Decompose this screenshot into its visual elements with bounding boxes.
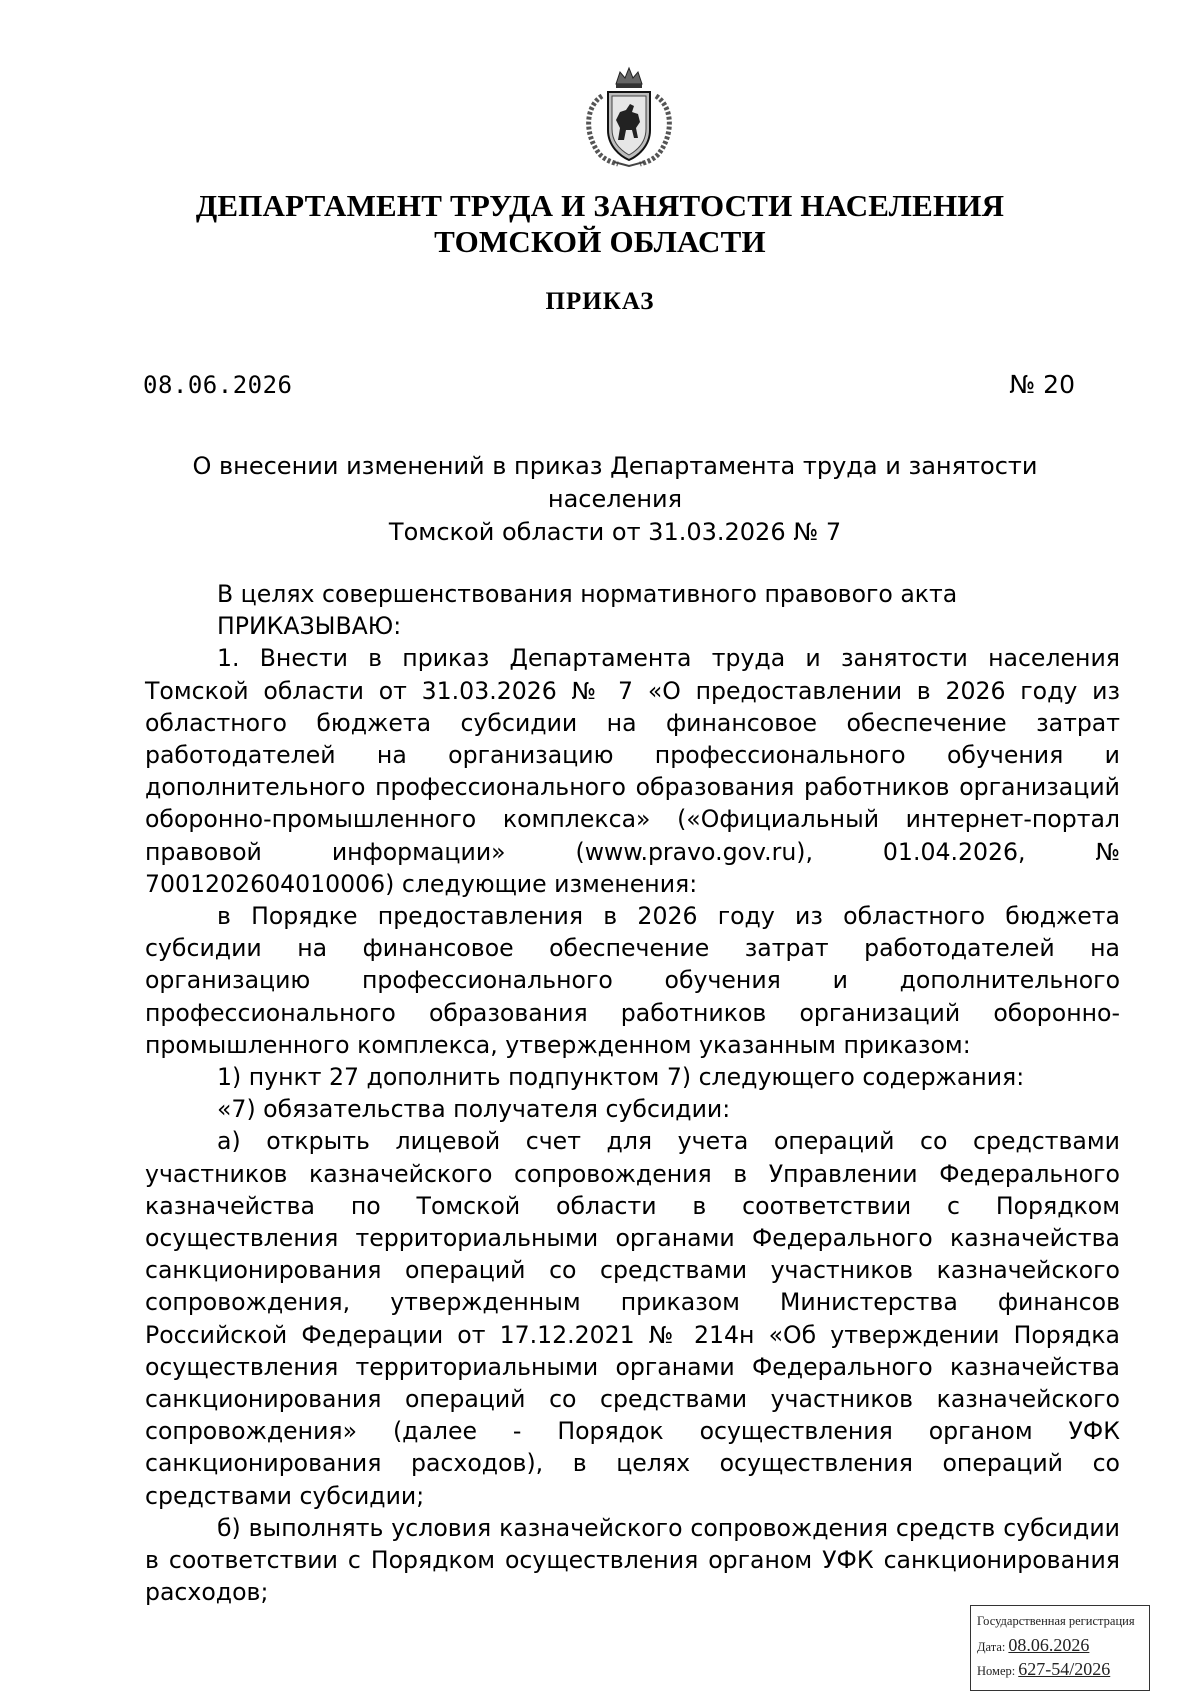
organization-name-line2: ТОМСКОЙ ОБЛАСТИ <box>434 224 766 259</box>
document-date: 08.06.2026 <box>143 371 293 399</box>
body-paragraph-order: ПРИКАЗЫВАЮ: <box>217 612 402 641</box>
subject-line2: Томской области от 31.03.2026 № 7 <box>388 518 842 546</box>
coat-of-arms-icon <box>572 66 686 170</box>
body-paragraph-item1: 1. Внести в приказ Департамента труда и занятости населения Томской области от 31.03.2026 № 7 «О предоставлении в 2026 году из областного бюджета субсидии на финансовое обеспечение затрат работодателей на организацию профессионального обучения и дополнительного профессионального образования работников организаций оборонно-промышленного комплекса» («Официальный интернет-портал правовой информации» (www.pravo.gov.ru), 01.04.2026, № 7001202604010006) следующие изменения: <box>145 644 1120 898</box>
registration-stamp <box>970 1605 1150 1691</box>
registration-date-label: Дата: <box>977 1640 1006 1654</box>
body-paragraph-point27: 1) пункт 27 дополнить подпунктом 7) следующего содержания: <box>217 1063 1025 1092</box>
registration-date-value: 08.06.2026 <box>1008 1635 1090 1655</box>
body-paragraph-a: а) открыть лицевой счет для учета операций со средствами участников казначейского сопровождения в Управлении Федерального казначейства по Томской области в соответствии с Порядком осуществления территориальными органами Федерального казначейства санкционирования операций со средствами участников казначейского сопровождения, утвержденным приказом Министерства финансов Российской Федерации от 17.12.2021 № 214н «Об утверждении Порядка осуществления территориальными органами Федерального казначейства санкционирования операций со средствами участников казначейского сопровождения» (далее - Порядок осуществления органом УФК санкционирования расходов), в целях осуществления операций со средствами субсидии; <box>145 1127 1120 1510</box>
document-type: ПРИКАЗ <box>545 288 655 315</box>
registration-title: Государственная регистрация <box>977 1614 1135 1628</box>
body-paragraph-purpose: В целях совершенствования нормативного правового акта <box>217 580 958 608</box>
registration-number-value: 627-54/2026 <box>1018 1659 1111 1679</box>
document-number: № 20 <box>1009 370 1075 399</box>
subject-line1: О внесении изменений в приказ Департамента труда и занятости населения <box>192 452 1038 513</box>
body-paragraph-obligations: «7) обязательства получателя субсидии: <box>217 1095 731 1124</box>
organization-name <box>0 188 1200 260</box>
body-paragraph-procedure: в Порядке предоставления в 2026 году из областного бюджета субсидии на финансовое обеспечение затрат работодателей на организацию профессионального обучения и дополнительного профессионального образования работников организаций оборонно-промышленного комплекса, утвержденном указанным приказом: <box>145 902 1120 1059</box>
body-paragraph-b: б) выполнять условия казначейского сопровождения средств субсидии в соответствии с Порядком осуществления органом УФК санкционирования расходов; <box>145 1513 1120 1607</box>
registration-number-label: Номер: <box>977 1664 1016 1678</box>
document-subject <box>150 450 1080 549</box>
document-body <box>145 578 1120 1609</box>
organization-name-line1: ДЕПАРТАМЕНТ ТРУДА И ЗАНЯТОСТИ НАСЕЛЕНИЯ <box>195 188 1005 223</box>
